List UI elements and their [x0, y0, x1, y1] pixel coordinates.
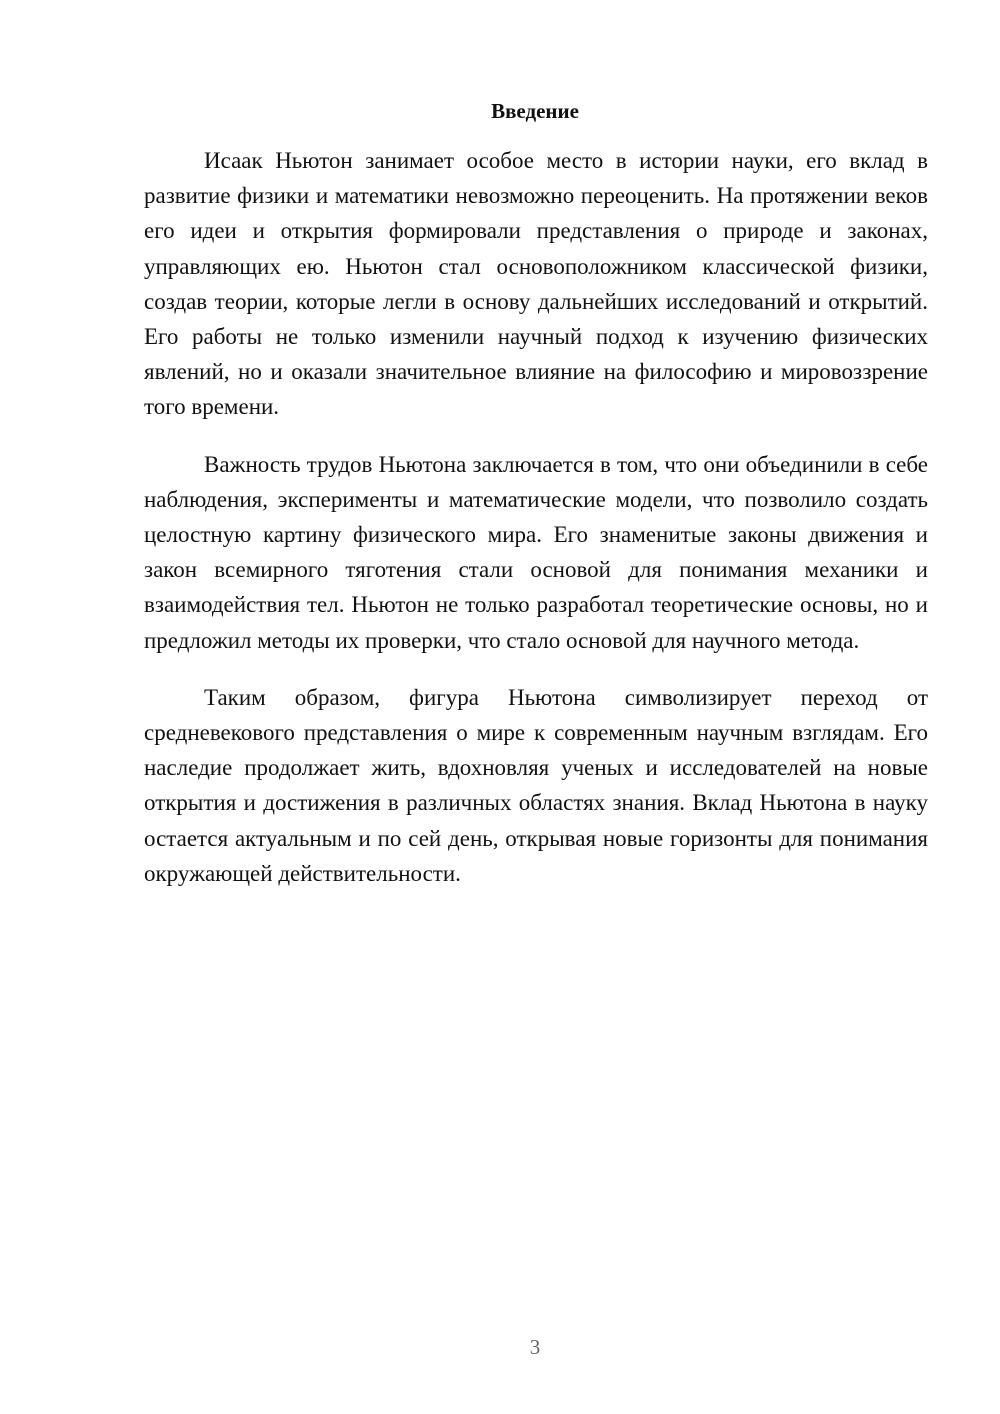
paragraph-3: Таким образом, фигура Ньютона символизирует переход от средневекового представления о мире к современным научным взглядам. Его наследие продолжает жить, вдохновляя ученых и исследователей на новые открытия и достижения в различных областях знания. Вклад Ньютона в науку остается актуальным и по сей день, открывая новые горизонты для понимания окружающей действительности.: [144, 684, 928, 886]
paragraph-1: Исаак Ньютон занимает особое место в истории науки, его вклад в развитие физики и математики невозможно переоценить. На протяжении веков его идеи и открытия формировали представления о природе и законах, управляющих ею. Ньютон стал основоположником классической физики, создав теории, которые легли в основу дальнейших исследований и открытий. Его работы не только изменили научный подход к изучению физических явлений, но и оказали значительное влияние на философию и мировоззрение того времени.: [144, 148, 928, 420]
page-number: 3: [529, 1335, 541, 1359]
paragraph-2: Важность трудов Ньютона заключается в том, что они объединили в себе наблюдения, эксперименты и математические модели, что позволило создать целостную картину физического мира. Его знаменитые законы движения и закон всемирного тяготения стали основой для понимания механики и взаимодействия тел. Ньютон не только разработал теоретические основы, но и предложил методы их проверки, что стало основой для научного метода.: [144, 451, 928, 653]
page-title: Введение: [491, 99, 579, 123]
body-text: [144, 143, 928, 913]
